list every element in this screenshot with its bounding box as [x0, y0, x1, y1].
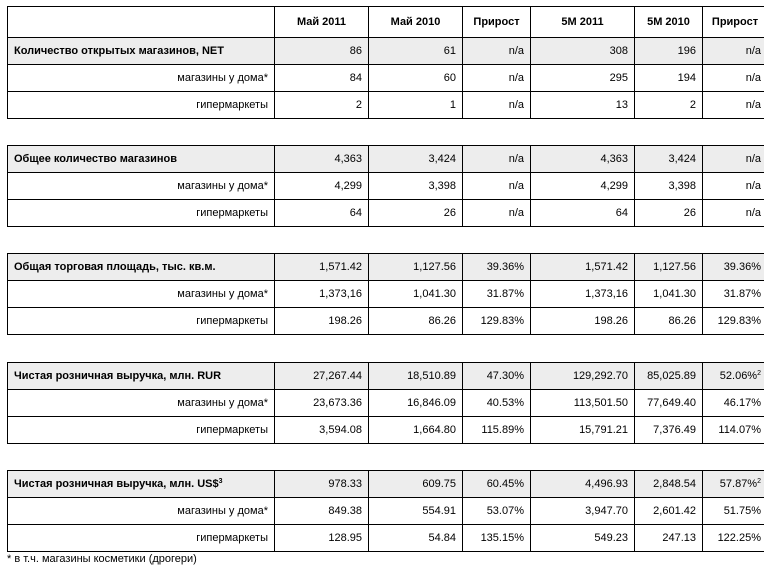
- value-cell: 3,594.08: [275, 417, 369, 444]
- value-cell: 128.95: [275, 525, 369, 552]
- header-empty-cell: [8, 7, 275, 38]
- value-cell: 51.75%: [703, 498, 764, 525]
- value-cell: 129,292.70: [531, 363, 635, 390]
- row-label: магазины у дома*: [8, 498, 275, 525]
- value-cell: 129.83%: [463, 308, 531, 335]
- section-title: Общее количество магазинов: [8, 146, 275, 173]
- footnote-marker: 3: [218, 478, 223, 485]
- value-cell: 60: [369, 65, 463, 92]
- value-cell: 2,601.42: [635, 498, 703, 525]
- value-cell: 31.87%: [703, 281, 764, 308]
- column-header: Май 2011: [275, 7, 369, 38]
- row-label: магазины у дома*: [8, 281, 275, 308]
- value-cell: 26: [635, 200, 703, 227]
- value-cell: 27,267.44: [275, 363, 369, 390]
- value-cell: 64: [275, 200, 369, 227]
- table-row: [8, 281, 764, 308]
- value-cell: 85,025.89: [635, 363, 703, 390]
- value-cell: 1,571.42: [531, 254, 635, 281]
- value-cell: n/a: [703, 38, 764, 65]
- value-cell: n/a: [703, 146, 764, 173]
- value-cell: 53.07%: [463, 498, 531, 525]
- table-row: [8, 65, 764, 92]
- value-text: 52.06%: [719, 370, 758, 382]
- value-cell: 61: [369, 38, 463, 65]
- value-cell: 113,501.50: [531, 390, 635, 417]
- table-row: [8, 200, 764, 227]
- row-label: магазины у дома*: [8, 173, 275, 200]
- table-row: [8, 92, 764, 119]
- value-cell: 554.91: [369, 498, 463, 525]
- value-cell: 3,424: [369, 146, 463, 173]
- value-cell: 247.13: [635, 525, 703, 552]
- value-cell: 122.25%: [703, 525, 764, 552]
- value-text: 57.87%: [719, 478, 758, 490]
- value-cell: 849.38: [275, 498, 369, 525]
- value-cell: 198.26: [275, 308, 369, 335]
- value-cell: n/a: [703, 65, 764, 92]
- column-header: 5M 2010: [635, 7, 703, 38]
- value-cell: n/a: [463, 200, 531, 227]
- value-cell: 1: [369, 92, 463, 119]
- column-header: Май 2010: [369, 7, 463, 38]
- value-cell: 18,510.89: [369, 363, 463, 390]
- row-label: гипермаркеты: [8, 200, 275, 227]
- value-cell: n/a: [703, 200, 764, 227]
- table-total-stores: [7, 145, 764, 227]
- value-cell: 40.53%: [463, 390, 531, 417]
- value-cell: 2: [635, 92, 703, 119]
- value-cell: 13: [531, 92, 635, 119]
- column-header: Прирост: [703, 7, 764, 38]
- value-cell: n/a: [703, 173, 764, 200]
- value-cell: 3,424: [635, 146, 703, 173]
- value-cell: 549.23: [531, 525, 635, 552]
- table-sales-area: [7, 253, 764, 335]
- section-header-row: [8, 146, 764, 173]
- table-revenue-rur: [7, 362, 764, 444]
- row-label: магазины у дома*: [8, 65, 275, 92]
- value-cell: 196: [635, 38, 703, 65]
- row-label: гипермаркеты: [8, 92, 275, 119]
- value-cell: 978.33: [275, 471, 369, 498]
- section-header-row: [8, 254, 764, 281]
- footnote-marker: 2: [757, 478, 761, 485]
- value-cell: n/a: [703, 92, 764, 119]
- value-cell: n/a: [463, 65, 531, 92]
- value-cell: 15,791.21: [531, 417, 635, 444]
- value-cell: 3,398: [369, 173, 463, 200]
- value-cell: 60.45%: [463, 471, 531, 498]
- column-header: Прирост: [463, 7, 531, 38]
- section-title: Количество открытых магазинов, NET: [8, 38, 275, 65]
- value-cell: 3,947.70: [531, 498, 635, 525]
- value-cell: 39.36%: [703, 254, 764, 281]
- footnote-marker: 2: [757, 370, 761, 377]
- value-cell: 114.07%: [703, 417, 764, 444]
- table-opened-stores: [7, 6, 764, 119]
- value-cell: 77,649.40: [635, 390, 703, 417]
- row-label: гипермаркеты: [8, 417, 275, 444]
- value-cell: 4,363: [531, 146, 635, 173]
- value-cell: 1,127.56: [369, 254, 463, 281]
- value-cell: 194: [635, 65, 703, 92]
- value-cell: n/a: [463, 92, 531, 119]
- value-cell: 609.75: [369, 471, 463, 498]
- value-cell: 86.26: [635, 308, 703, 335]
- table-row: [8, 525, 764, 552]
- value-cell: 4,299: [275, 173, 369, 200]
- value-cell: 1,664.80: [369, 417, 463, 444]
- value-cell: 23,673.36: [275, 390, 369, 417]
- value-cell: 1,041.30: [635, 281, 703, 308]
- value-cell: 308: [531, 38, 635, 65]
- section-header-row: [8, 471, 764, 498]
- value-cell: 1,373,16: [275, 281, 369, 308]
- column-header: 5M 2011: [531, 7, 635, 38]
- table-row: [8, 390, 764, 417]
- table-revenue-usd: [7, 470, 764, 552]
- value-cell: 84: [275, 65, 369, 92]
- table-row: [8, 417, 764, 444]
- value-cell: [703, 471, 764, 498]
- table-row: [8, 308, 764, 335]
- row-label: магазины у дома*: [8, 390, 275, 417]
- value-cell: n/a: [463, 38, 531, 65]
- value-cell: 26: [369, 200, 463, 227]
- table-row: [8, 173, 764, 200]
- row-label: гипермаркеты: [8, 308, 275, 335]
- value-cell: 1,571.42: [275, 254, 369, 281]
- value-cell: 4,363: [275, 146, 369, 173]
- table-row: [8, 498, 764, 525]
- value-cell: 54.84: [369, 525, 463, 552]
- value-cell: 129.83%: [703, 308, 764, 335]
- value-cell: 4,299: [531, 173, 635, 200]
- footnote: * в т.ч. магазины косметики (дрогери): [7, 553, 197, 565]
- section-title: Общая торговая площадь, тыс. кв.м.: [8, 254, 275, 281]
- value-cell: 46.17%: [703, 390, 764, 417]
- value-cell: 86.26: [369, 308, 463, 335]
- value-cell: 295: [531, 65, 635, 92]
- value-cell: 3,398: [635, 173, 703, 200]
- row-label: гипермаркеты: [8, 525, 275, 552]
- value-cell: 64: [531, 200, 635, 227]
- value-cell: 7,376.49: [635, 417, 703, 444]
- value-cell: 2,848.54: [635, 471, 703, 498]
- column-header-row: [8, 7, 764, 38]
- section-title: [8, 471, 275, 498]
- section-header-row: [8, 38, 764, 65]
- value-cell: 135.15%: [463, 525, 531, 552]
- value-cell: n/a: [463, 173, 531, 200]
- value-cell: 2: [275, 92, 369, 119]
- section-title: Чистая розничная выручка, млн. RUR: [8, 363, 275, 390]
- value-cell: 1,041.30: [369, 281, 463, 308]
- value-cell: 16,846.09: [369, 390, 463, 417]
- value-cell: 115.89%: [463, 417, 531, 444]
- value-cell: 39.36%: [463, 254, 531, 281]
- value-cell: n/a: [463, 146, 531, 173]
- value-cell: 47.30%: [463, 363, 531, 390]
- value-cell: 31.87%: [463, 281, 531, 308]
- section-header-row: [8, 363, 764, 390]
- value-cell: 86: [275, 38, 369, 65]
- value-cell: 1,127.56: [635, 254, 703, 281]
- value-cell: [703, 363, 764, 390]
- value-cell: 4,496.93: [531, 471, 635, 498]
- value-cell: 198.26: [531, 308, 635, 335]
- value-cell: 1,373,16: [531, 281, 635, 308]
- section-title-text: Чистая розничная выручка, млн. US$: [14, 478, 219, 490]
